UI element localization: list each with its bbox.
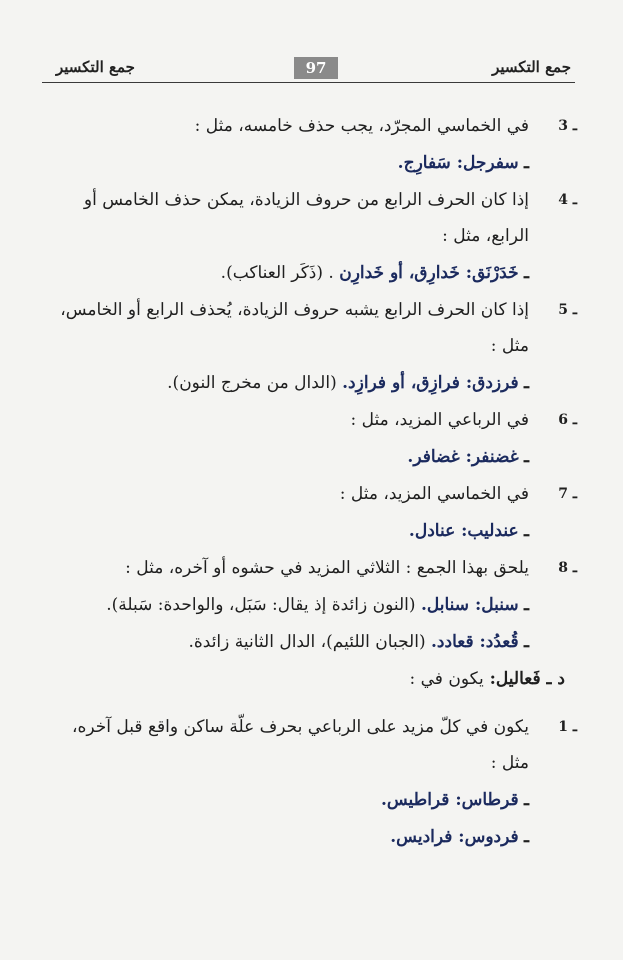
header-rule: [42, 82, 575, 83]
running-header-left: جمع التكسير: [56, 58, 135, 76]
example-line: [40, 587, 579, 623]
example-line: [40, 513, 579, 549]
example-dash: ـ: [524, 153, 529, 173]
item-number: 4 ـ: [558, 192, 577, 208]
example-note: . (ذَكَر العناكب).: [220, 263, 334, 283]
example-line: [40, 819, 579, 855]
example-dash: ـ: [524, 373, 529, 393]
example-dash: ـ: [524, 447, 529, 467]
example-word: سفرجل: سَفارِج.: [397, 153, 519, 173]
example-line: [40, 255, 579, 291]
page-body: [40, 108, 579, 856]
section-text: يكون في :: [409, 669, 484, 689]
example-dash: ـ: [524, 790, 529, 810]
example-line: [40, 782, 579, 818]
item-text: يلحق بهذا الجمع : الثلاثي المزيد في حشوه أو آخره، مثل :: [125, 558, 529, 578]
item-number: 8 ـ: [558, 560, 577, 576]
example-word: قرطاس: قراطيس.: [380, 790, 519, 810]
example-dash: ـ: [524, 595, 529, 615]
item-text: إذا كان الحرف الرابع من حروف الزيادة، يمكن حذف الخامس أو الرابع، مثل :: [83, 190, 529, 246]
example-word: خَدَرْنَق: خَدارِق، أو خَدارِن: [339, 263, 519, 283]
example-note: (الدال من مخرج النون).: [167, 373, 337, 393]
running-header-right: جمع التكسير: [492, 58, 571, 76]
section-label: د ـ فَعاليل:: [489, 669, 565, 689]
example-word: قُعدُد: قعادد.: [431, 632, 519, 652]
rule-item-5: [40, 292, 579, 364]
item-number: 5 ـ: [558, 302, 577, 318]
example-line: [40, 439, 579, 475]
section-heading: [40, 661, 579, 697]
example-word: غضنفر: غضافر.: [407, 447, 519, 467]
page-number: 97: [294, 57, 338, 79]
rule-item-8: [40, 550, 579, 586]
example-line: [40, 145, 579, 181]
item-number: 1 ـ: [558, 719, 577, 735]
example-dash: ـ: [524, 263, 529, 283]
example-note: (الجبان اللئيم)، الدال الثانية زائدة.: [188, 632, 426, 652]
rule-item-d1: [40, 709, 579, 781]
item-text: في الرباعي المزيد، مثل :: [350, 410, 529, 430]
rule-item-3: [40, 108, 579, 144]
rule-item-6: [40, 402, 579, 438]
item-text: في الخماسي المزيد، مثل :: [339, 484, 529, 504]
example-dash: ـ: [524, 827, 529, 847]
example-dash: ـ: [524, 521, 529, 541]
item-text: يكون في كلّ مزيد على الرباعي بحرف علّة ساكن واقع قبل آخره، مثل :: [72, 717, 529, 773]
item-text: في الخماسي المجرّد، يجب حذف خامسه، مثل :: [194, 116, 529, 136]
example-line: [40, 624, 579, 660]
rule-item-7: [40, 476, 579, 512]
example-note: (النون زائدة إذ يقال: سَبَل، والواحدة: سَبلة).: [106, 595, 416, 615]
item-number: 6 ـ: [558, 412, 577, 428]
example-word: فردوس: فراديس.: [390, 827, 519, 847]
example-word: سنبل: سنابل.: [420, 595, 519, 615]
example-line: [40, 365, 579, 401]
rule-item-4: [40, 182, 579, 254]
example-word: عندليب: عنادل.: [408, 521, 519, 541]
example-dash: ـ: [524, 632, 529, 652]
spacer: [40, 701, 579, 709]
item-number: 3 ـ: [558, 118, 577, 134]
item-text: إذا كان الحرف الرابع يشبه حروف الزيادة، يُحذف الرابع أو الخامس، مثل :: [60, 300, 529, 356]
item-number: 7 ـ: [558, 486, 577, 502]
example-word: فرزدق: فرازِق، أو فرازِد.: [342, 373, 519, 393]
